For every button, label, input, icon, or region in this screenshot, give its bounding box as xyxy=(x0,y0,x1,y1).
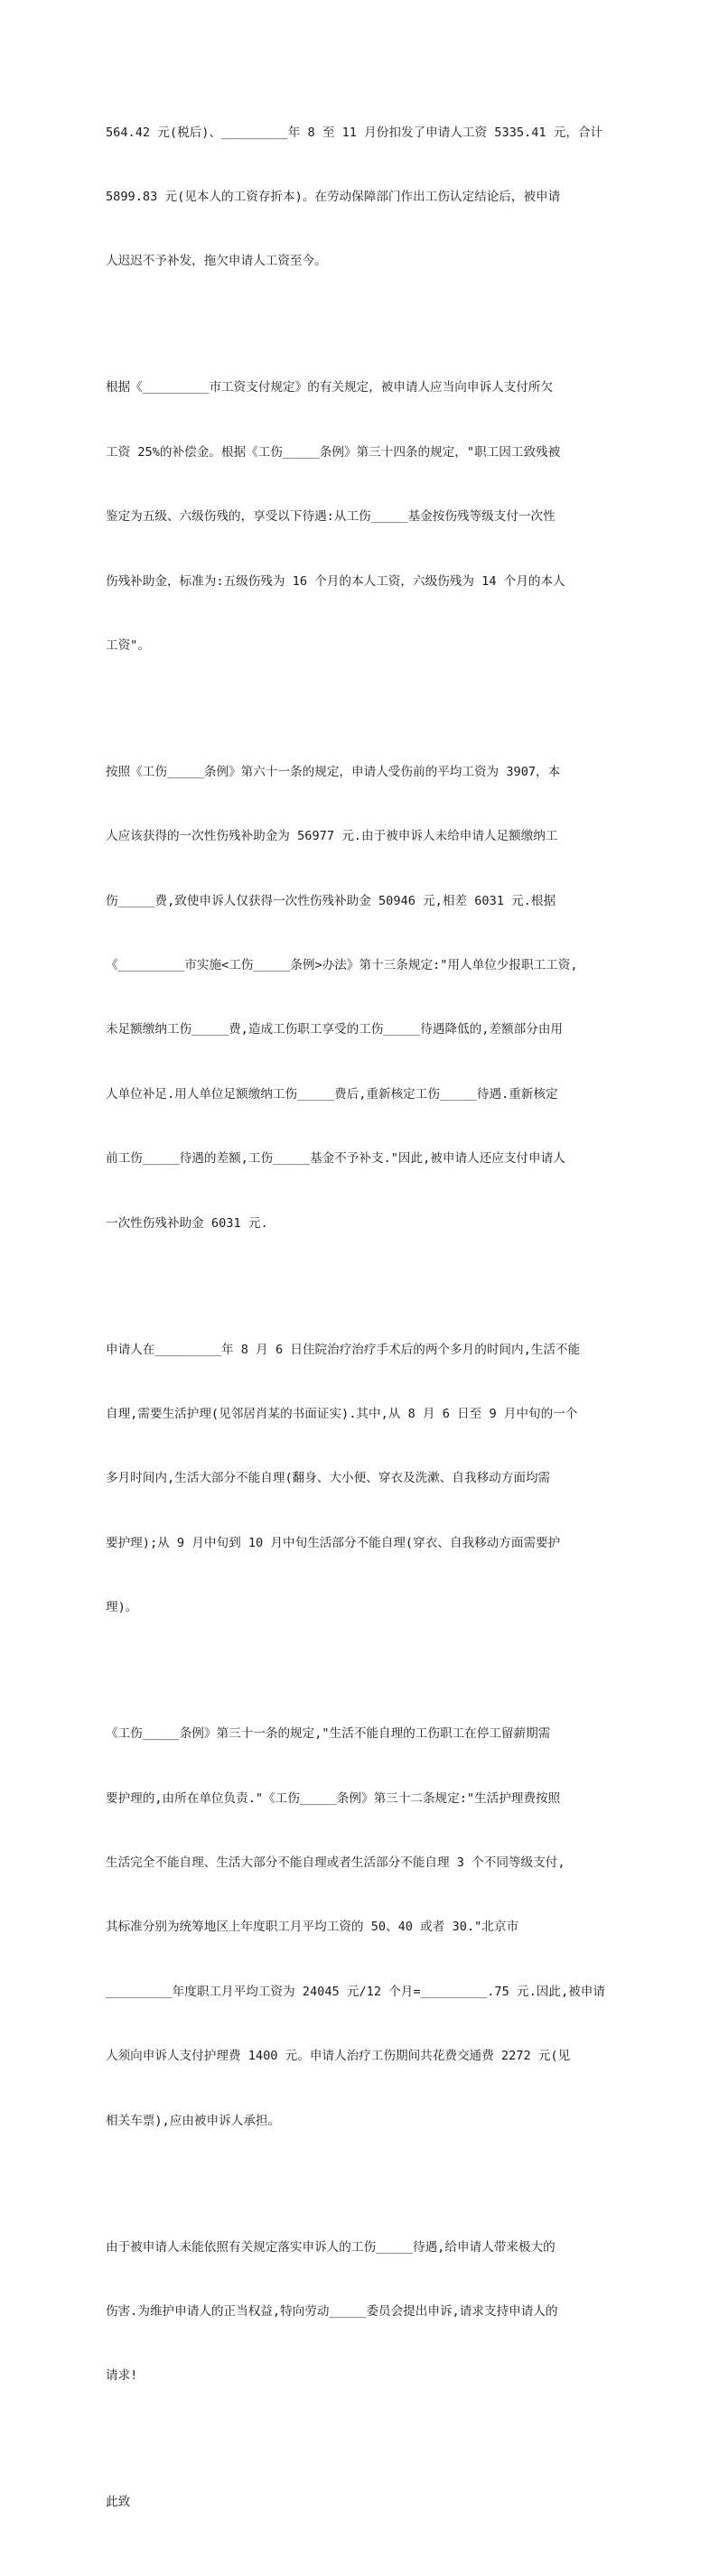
text-line: 《工伤_____条例》第三十一条的规定,"生活不能自理的工伤职工在停工留薪期需 xyxy=(106,1726,551,1742)
text-line: 由于被申请人未能依照有关规定落实申诉人的工伤_____待遇,给申请人带来极大的 xyxy=(106,2239,556,2255)
text-line: 请求! xyxy=(106,2368,138,2384)
text-line: 申请人在_________年 8 月 6 日住院治疗治疗手术后的两个多月的时间内,生活不能 xyxy=(106,1342,581,1357)
text-line: 《_________市实施<工伤_____条例>办法》第十三条规定:"用人单位少报职工工资, xyxy=(106,958,578,973)
text-line: 生活完全不能自理、生活大部分不能自理或者生活部分不能自理 3 个不同等级支付, xyxy=(106,1855,565,1870)
paragraph-nursing-need xyxy=(106,1297,622,1662)
text-line: 相关车票),应由被申诉人承担。 xyxy=(106,2113,281,2128)
text-line: 要护理的,由所在单位负责."《工伤_____条例》第三十二条规定:"生活护理费按照 xyxy=(106,1790,561,1806)
text-line: 要护理);从 9 月中旬到 10 月中旬生活部分不能自理(穿衣、自我移动方面需要护 xyxy=(106,1535,561,1550)
text-line: 人迟迟不予补发，拖欠申请人工资至今。 xyxy=(106,254,327,269)
text-line: 伤残补助金，标准为:五级伤残为 16 个月的本人工资，六级伤残为 14 个月的本人 xyxy=(106,573,565,589)
paragraph-closing xyxy=(106,2450,622,2557)
text-line: 伤害.为维护申请人的正当权益,特向劳动_____委员会提出申诉,请求支持申请人的 xyxy=(106,2303,558,2319)
text-line: 人单位补足.用人单位足额缴纳工伤_____费后,重新核定工伤_____待遇.重新核定 xyxy=(106,1086,558,1102)
text-line: 5899.83 元(见本人的工资存折本)。在劳动保障部门作出工伤认定结论后，被申请 xyxy=(106,189,561,204)
text-line: _________年度职工月平均工资为 24045 元/12 个月=_________.75 元.因此,被申请 xyxy=(106,1984,605,1999)
text-line: 自理,需要生活护理(见邻居肖某的书面证实).其中,从 8 月 6 日至 9 月中旬的一个 xyxy=(106,1407,578,1422)
text-line: 根据《_________市工资支付规定》的有关规定，被申请人应当向申诉人支付所欠 xyxy=(106,380,554,395)
text-line: 伤_____费,致使申诉人仅获得一次性伤残补助金 50946 元,相差 6031 元.根据 xyxy=(106,893,556,908)
text-line: 理)。 xyxy=(106,1600,138,1615)
paragraph-nursing-fee xyxy=(106,1681,622,2175)
paragraph-disability-subsidy xyxy=(106,719,622,1278)
text-line: 鉴定为五级、六级伤残的，享受以下待遇:从工伤_____基金按伤残等级支付一次性 xyxy=(106,509,556,525)
paragraph-request xyxy=(106,2194,622,2431)
text-line: 人应该获得的一次性伤残补助金为 56977 元.由于被申诉人未给申请人足额缴纳工 xyxy=(106,829,558,844)
text-line: 工资"。 xyxy=(106,637,150,653)
text-line: 564.42 元(税后)、_________年 8 至 11 月份扣发了申请人工资 5335.41 元，合计 xyxy=(106,125,603,140)
text-line: 一次性伤残补助金 6031 元. xyxy=(106,1215,268,1231)
closing-text: 此致 xyxy=(106,2495,131,2510)
text-line: 前工伤_____待遇的差额,工伤_____基金不予补支."因此,被申请人还应支付申请人 xyxy=(106,1151,565,1167)
text-line: 工资 25%的补偿金。根据《工伤_____条例》第三十四条的规定，"职工因工致残被 xyxy=(106,444,561,460)
paragraph-compensation-rules xyxy=(106,335,622,701)
text-line: 未足额缴纳工伤_____费,造成工伤职工享受的工伤_____待遇降低的,差额部分由用 xyxy=(106,1022,564,1037)
text-line: 人须向申诉人支付护理费 1400 元。申请人治疗工伤期间共花费交通费 2272 元(见 xyxy=(106,2049,571,2064)
text-line: 多月时间内,生活大部分不能自理(翻身、大小便、穿衣及洗漱、自我移动方面均需 xyxy=(106,1471,551,1486)
paragraph-wage-deduction xyxy=(106,79,622,316)
document-page xyxy=(106,79,622,2576)
text-line: 按照《工伤_____条例》第六十一条的规定，申请人受伤前的平均工资为 3907，本 xyxy=(106,764,561,779)
text-line: 其标准分别为统筹地区上年度职工月平均工资的 50、40 或者 30."北京市 xyxy=(106,1920,519,1935)
